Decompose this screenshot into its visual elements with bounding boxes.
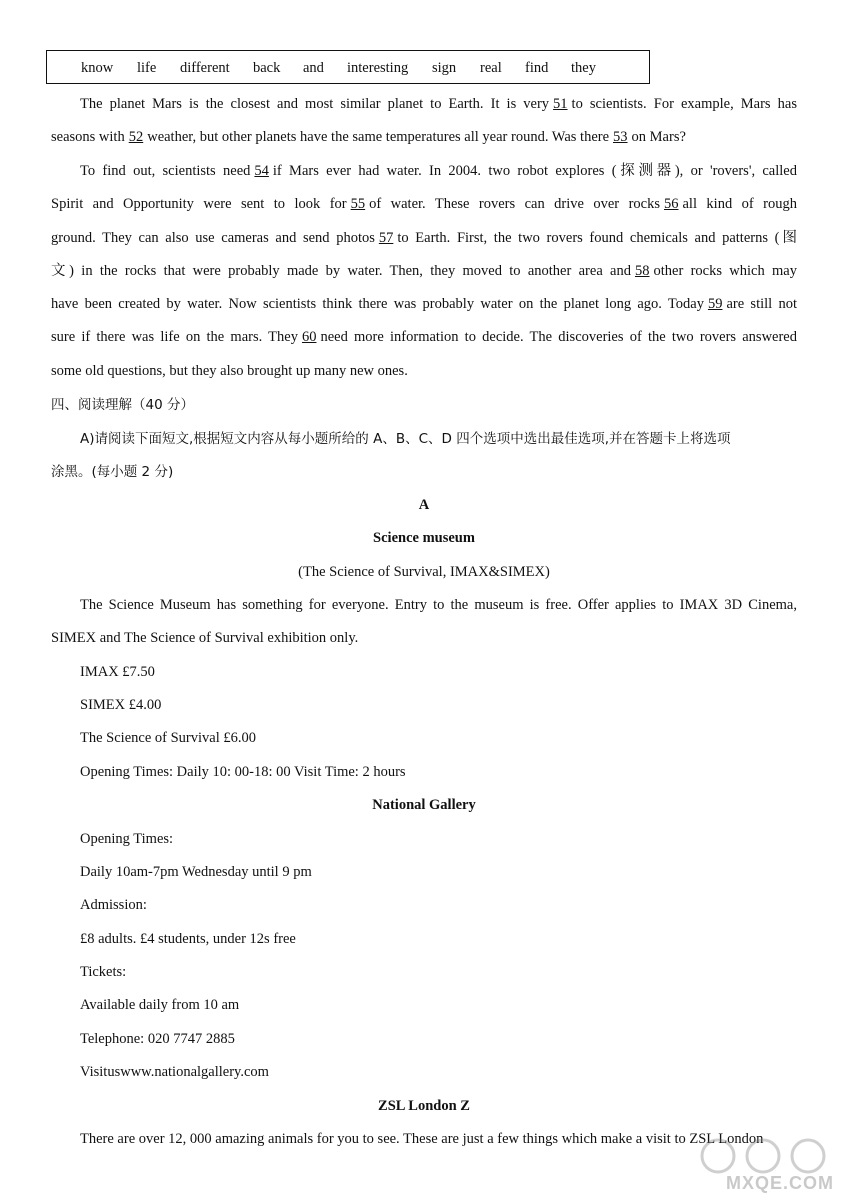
- cloze-line: some old questions, but they also brought up many new ones.: [51, 363, 408, 379]
- passage-letter: A: [418, 497, 430, 513]
- blank-56: 56: [664, 196, 679, 212]
- watermark-badge-icon: [688, 1136, 838, 1176]
- gallery-info: Telephone: 020 7747 2885: [80, 1031, 235, 1047]
- section-heading: 四、阅读理解（40 分）: [51, 397, 194, 413]
- paragraph-line: There are over 12, 000 amazing animals for you to see. These are just a few things which make a visit to ZSL London: [80, 1131, 764, 1147]
- word-bank-item: know: [81, 60, 114, 76]
- passage-title: National Gallery: [372, 797, 476, 813]
- passage-subtitle: (The Science of Survival, IMAX&SIMEX): [298, 564, 550, 580]
- text: ground. They can also use cameras and send photos: [51, 230, 375, 246]
- cloze-line: [51, 195, 797, 213]
- cloze-line: [80, 162, 797, 180]
- price-item: IMAX £7.50: [80, 664, 155, 680]
- gallery-info: Tickets:: [80, 964, 127, 980]
- paragraph-line: SIMEX and The Science of Survival exhibition only.: [51, 630, 359, 646]
- word-bank-item: and: [303, 60, 324, 76]
- watermark-text: MXQE.COM: [725, 1173, 834, 1193]
- text: need more information to decide. The discoveries of the two rovers answered: [320, 329, 797, 345]
- cloze-line: [51, 295, 797, 313]
- word-bank-item: sign: [432, 60, 457, 76]
- gallery-info: Daily 10am-7pm Wednesday until 9 pm: [80, 864, 312, 880]
- text: 文) in the rocks that were probably made by water. Then, they moved to another area and: [51, 263, 631, 279]
- text: to Earth. First, the two rovers found chemicals and patterns (图: [397, 230, 797, 246]
- gallery-info: Visituswww.nationalgallery.com: [80, 1064, 269, 1080]
- text: on Mars?: [631, 129, 686, 145]
- cloze-line: [51, 262, 797, 280]
- gallery-info: Available daily from 10 am: [80, 997, 240, 1013]
- text: sure if there was life on the mars. They: [51, 329, 298, 345]
- price-item: The Science of Survival £6.00: [80, 730, 256, 746]
- text: seasons with: [51, 129, 125, 145]
- cloze-line: [51, 328, 797, 346]
- word-bank-item: life: [137, 60, 157, 76]
- word-bank-item: find: [525, 60, 549, 76]
- text: are still not: [726, 296, 797, 312]
- word-bank-item: they: [571, 60, 596, 76]
- text: weather, but other planets have the same temperatures all year round. Was there: [147, 129, 610, 145]
- cloze-line: [80, 95, 797, 113]
- text: To find out, scientists need: [80, 163, 251, 179]
- gallery-info: Admission:: [80, 897, 147, 913]
- text: to scientists. For example, Mars has: [571, 96, 797, 112]
- word-bank-box: [46, 50, 650, 84]
- text: Spirit and Opportunity were sent to look for: [51, 196, 347, 212]
- opening-times: Opening Times: Daily 10: 00-18: 00 Visit Time: 2 hours: [80, 764, 406, 780]
- blank-59: 59: [707, 296, 723, 312]
- passage-title: ZSL London Z: [378, 1098, 470, 1114]
- cloze-line: [51, 229, 797, 247]
- text: of water. These rovers can drive over rocks: [369, 196, 660, 212]
- word-bank-item: back: [253, 60, 281, 76]
- blank-58: 58: [635, 263, 650, 279]
- text: other rocks which may: [653, 263, 797, 279]
- blank-51: 51: [553, 96, 568, 112]
- text: if Mars ever had water. In 2004. two robot explores (探测器), or 'rovers', called: [272, 163, 797, 179]
- gallery-info: £8 adults. £4 students, under 12s free: [80, 931, 296, 947]
- gallery-info: Opening Times:: [80, 831, 174, 847]
- blank-54: 54: [254, 163, 269, 179]
- blank-53: 53: [613, 129, 628, 145]
- blank-60: 60: [301, 329, 317, 345]
- text: have been created by water. Now scientists think there was probably water on the planet long ago. Today: [51, 296, 704, 312]
- paragraph-line: The Science Museum has something for everyone. Entry to the museum is free. Offer applies to IMAX 3D Cinema,: [80, 597, 797, 613]
- word-bank-item: different: [180, 60, 230, 76]
- price-item: SIMEX £4.00: [80, 697, 162, 713]
- section-instruction: 涂黑。(每小题 2 分): [51, 464, 174, 480]
- blank-55: 55: [350, 196, 366, 212]
- text: The planet Mars is the closest and most similar planet to Earth. It is very: [80, 96, 550, 112]
- word-bank-item: interesting: [347, 60, 409, 76]
- word-bank-item: real: [480, 60, 502, 76]
- blank-57: 57: [378, 230, 394, 246]
- passage-title: Science museum: [373, 530, 475, 546]
- watermark-logo: [688, 1136, 838, 1194]
- blank-52: 52: [128, 129, 144, 145]
- text: all kind of rough: [682, 196, 797, 212]
- cloze-line: [51, 128, 797, 146]
- section-instruction: A)请阅读下面短文,根据短文内容从每小题所给的 A、B、C、D 四个选项中选出最佳选项,并在答题卡上将选项: [80, 431, 731, 447]
